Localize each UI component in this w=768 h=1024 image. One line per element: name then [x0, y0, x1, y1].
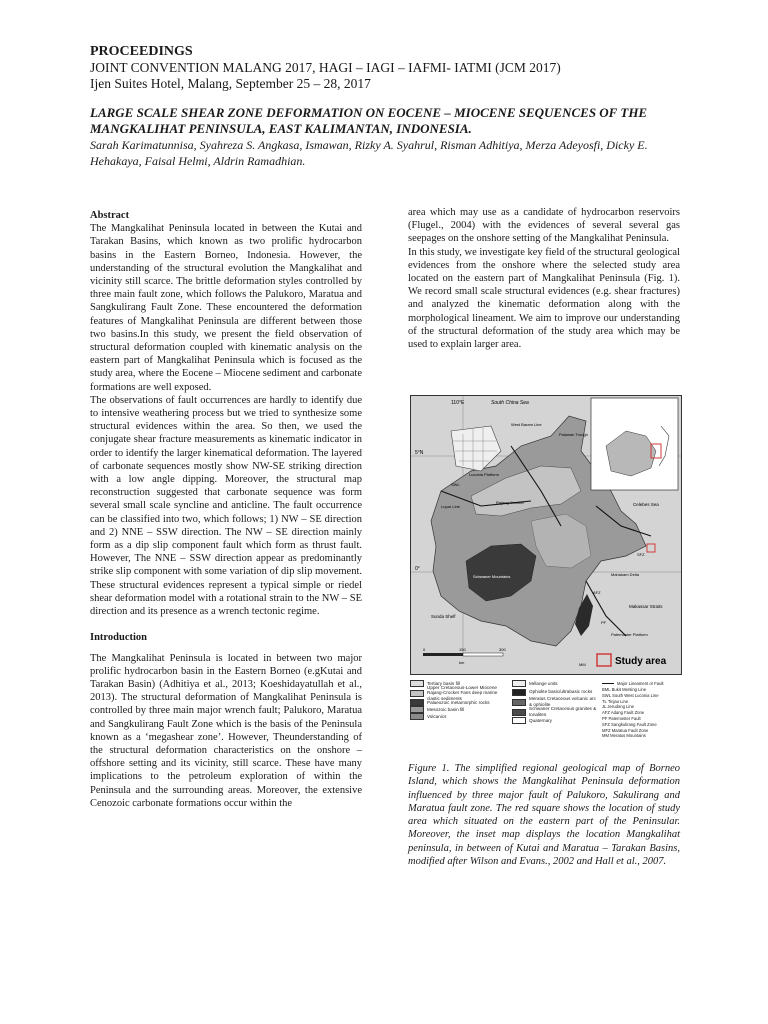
legend-swatch: [410, 699, 424, 706]
legend-line-swatch: [602, 683, 614, 684]
legend-label: PF Paternoster Fault: [602, 716, 641, 722]
legend-label: Tertiary basin fill: [427, 680, 460, 686]
legend-label: Palaeozoic metamorphic rocks: [427, 699, 490, 705]
introduction-heading: Introduction: [90, 632, 147, 644]
paper-title: LARGE SCALE SHEAR ZONE DEFORMATION ON EOCENE – MIOCENE SEQUENCES OF THE MANGKALIHAT PENINSULA, EAST KALIMANTAN, INDONESIA.: [90, 105, 648, 136]
scale-label-150: 150: [459, 647, 466, 652]
legend-label: Ophiolite basic/ultrabasic rocks: [529, 689, 593, 695]
legend-label: SWL South West Luconia Line: [602, 692, 659, 698]
map-label-schwaner: Schwaner Mountains: [473, 574, 511, 579]
map-label-swl: SWL: [451, 482, 460, 487]
map-label-makassar: Makassar Straits: [629, 604, 663, 609]
abstract-paragraph-1: The Mangkalihat Peninsula located in between the Kutai and Tarakan Basins, which known as two prolific hydrocarbon basins in the Eastern Borneo, Indonesia. However, the understanding of the structural evolution the Mangkalihat and vicinity still scarce. The brittle deformation styles controlled by three main fault zone, which follows the Palukoro, Maratua and Sangkulirang Fault Zone. These encountered the deformation features of Mangkalihat Peninsula are different between those two basins.In this study, we present the field observation of structural deformation coupled with kinematic analysis on the eastern part of Mangkalihat Peninsula which is focused as the study area, where the Eocene – Miocene sediment and carbonate formations are well exposed.: [90, 223, 362, 393]
map-label-lupar: Lupar Line: [441, 504, 460, 509]
figure-caption-text: Figure 1. The simplified regional geological map of Borneo Island, which shows the Mangkalihat Peninsula deformation influenced by three major fault of Palukoro, Sakulirang and Maratua fault zone. The red square shows the location of study area which situated on the eastern part of the Peninsular. Moreover, the inset map displays the location Mangkalihat peninsula, in between of Kutai and Maratua – Tarakan Basins, modified after Wilson and Evans., 2002 and Hall et al., 2007.: [408, 763, 680, 868]
legend-column-1: [410, 680, 508, 720]
convention-name: JOINT CONVENTION MALANG 2017, HAGI – IAGI – IAFMI- IATMI (JCM 2017): [90, 60, 561, 75]
legend-item: [602, 680, 680, 687]
venue-line: Ijen Suites Hotel, Malang, September 25 – 28, 2017: [90, 76, 371, 91]
legend-label: MM Meratus Mountains: [602, 733, 646, 739]
legend-swatch: [512, 689, 526, 696]
study-area-label: Study area: [615, 656, 667, 667]
legend-label: TL Tinjau Line: [602, 698, 629, 704]
map-label-lat5: 5°N: [415, 450, 424, 456]
map-label-sfz: SFZ: [637, 552, 645, 557]
legend-item: [512, 717, 598, 724]
map-label-lat0: 0°: [415, 566, 420, 572]
map-svg: [411, 396, 681, 674]
scale-bar-black: [423, 653, 463, 656]
legend-label: Major Lineament or Fault: [617, 680, 664, 686]
introduction-paragraph-2: In this study, we investigate key field of the structural geological evidences from the onshore where the selected study area located on the eastern part of Mangkalihat Peninsula (Fig. 1). We record small scale structural evidences (e.g. shear fractures) and analyzed the kinematic deformation along with the morphological lineament. We aim to improve our understanding of the structural deformation of the study area which may be used to explain larger area.: [408, 246, 680, 351]
figure-caption: [408, 762, 680, 868]
legend-swatch: [512, 717, 526, 724]
legend-item: [602, 733, 680, 739]
legend-label: AFZ Adang Fault Zone: [602, 710, 645, 716]
title-block: [90, 105, 690, 169]
legend-swatch: [410, 706, 424, 713]
legend-label: BML Bukit Mersing Line: [602, 687, 647, 693]
abstract-paragraph-2: The observations of fault occurrences are hardly to identify due to intensive weathering process but we tried to synthesize some structural evidences within the area. So then, we used the conjugate shear fracture measurements as kinematic indicator in order to identify the larger kinematical deformation. The layered of carbonate sequences mostly show NW-SE striking direction with a low angle dipping. Moreover, the structural map reconstruction suggested that carbonate sequence was form several small scale syncline and anticline. The fault occurrence can be classified into two, which follows; 1) NW – SE direction and 2) NNE – SSW direction. The NW – SE direction mainly form as a dip slip component fault which form as thrust fault. However, The NNE – SSW direction appear as predominantly strike slip component with some variation of dip slip movement. These structural evidences represent a typical simple or riedel shear deformation model with a rotational strain to the NW – SE direction and its presence as a wrench tectonic regime.: [90, 394, 362, 618]
legend-swatch: [410, 690, 424, 697]
author-list: Sarah Karimatunnisa, Syahreza S. Angkasa, Ismawan, Rizky A. Syahrul, Risman Adhitiya, Merza Adeyosfi, Dicky E. Hehakaya, Faisal Helmi, Aldrin Ramadhian.: [90, 138, 648, 168]
map-label-luconia: Luconia Platform: [469, 472, 500, 477]
map-legend: [410, 680, 680, 752]
map-label-pf: PF: [601, 620, 607, 625]
legend-swatch: [410, 680, 424, 687]
map-label-westbaram: West Baram Line: [511, 422, 542, 427]
legend-item: [410, 713, 508, 720]
map-label-rajang: Rajang-Crocker: [496, 500, 525, 505]
abstract-heading: Abstract: [90, 210, 130, 221]
legend-item: [512, 680, 598, 687]
proceedings-header: [90, 44, 690, 92]
legend-item: [410, 684, 508, 701]
legend-swatch: [512, 699, 526, 706]
map-label-lon: 110°E: [451, 400, 465, 406]
introduction-paragraph-1: The Mangkalihat Peninsula is located in between two major prolific hydrocarbon basin in the Eastern Borneo (e.gKutai and Tarakan Basin) (Adhitiya et al., 2013; Koeshidayatullah et al., 2013). The structural deformation of Mangkalihat Peninsula is controlled by three main major wrench fault; Palukoro, Maratua and Sangkulirang Fault Zone which is the basis of the Peninsula known as a ‘megashear zone’. However, Theunderstanding of the structural deformation characteristics on the onshore – offshore setting and its vicinity, still scarce. These have many implications to the petroleum exploration of within the Peninsula and the surrounding areas. Moreover, the extensive Cenozoic carbonate formations occur within the: [90, 652, 362, 809]
legend-column-2: [512, 680, 598, 724]
introduction-paragraph-1-cont: area which may use as a candidate of hydrocarbon reservoirs (Flugel., 2004) with the evidences of several several gas seepages on the onshore setting of the Mangkalihat Peninsula.: [408, 207, 680, 245]
map-label-afz: AFZ: [593, 590, 601, 595]
map-label-sea: South China Sea: [491, 400, 529, 406]
map-label-sunda: Sunda Shelf: [431, 614, 456, 619]
legend-label: MFZ Maratua Fault Zone: [602, 727, 649, 733]
scale-label-300: 300: [499, 647, 506, 652]
proceedings-label: PROCEEDINGS: [90, 44, 193, 59]
scale-label-0: 0: [423, 647, 426, 652]
legend-column-3: [602, 680, 680, 739]
legend-label: Meratus Cretaceous volcanic arc & ophiolite: [529, 696, 596, 707]
legend-swatch: [410, 713, 424, 720]
legend-swatch: [512, 680, 526, 687]
map-label-mahakam: Mahakam Delta: [611, 572, 640, 577]
legend-label: Volcanics: [427, 713, 447, 719]
map-label-celebes: Celebes Sea: [633, 502, 659, 507]
left-column: [90, 209, 362, 810]
legend-label: Mesozoic basin fill: [427, 706, 465, 712]
map-label-paternoster: Paternoster Platform: [611, 632, 648, 637]
map-label-palawan: Palawan Trough: [559, 432, 588, 437]
scale-label-km: km: [459, 660, 465, 665]
borneo-geological-map: [410, 395, 682, 675]
legend-item: [410, 706, 508, 713]
scale-bar-white: [463, 653, 503, 656]
legend-swatch: [512, 709, 526, 716]
legend-label: Upper Cretaceous-Lower Miocene Rajang-Crocker Fans deep marine clastic sediments: [427, 684, 498, 701]
legend-label: Schwaner Cretaceous granites & tonalites: [529, 706, 597, 717]
legend-label: JL Jerudong Line: [602, 704, 634, 710]
legend-label: Mélange units: [529, 680, 558, 686]
map-label-mm: MM: [579, 662, 586, 667]
legend-label: SFZ Sangkulirang Fault Zone: [602, 721, 657, 727]
legend-item: [512, 707, 598, 717]
legend-label: Quaternary: [529, 717, 552, 723]
right-column: [408, 206, 680, 351]
